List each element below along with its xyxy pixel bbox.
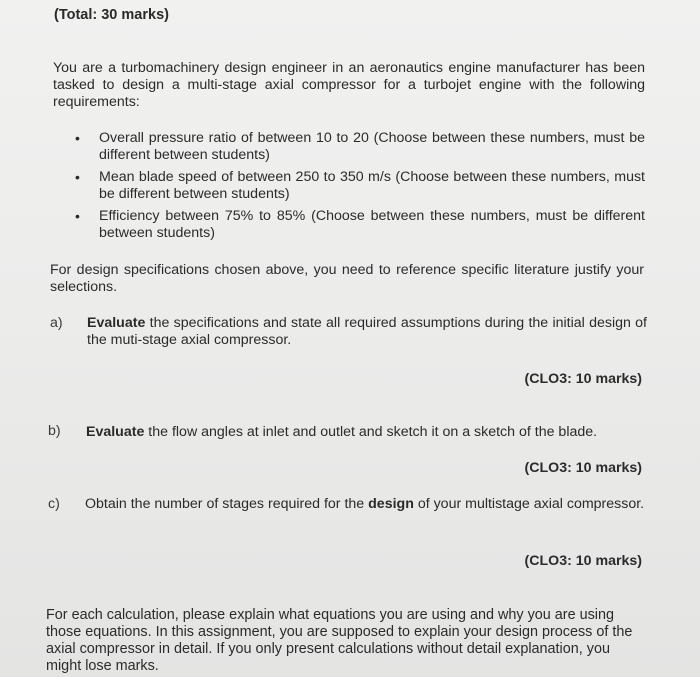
bullet-icon: • (75, 169, 80, 185)
intro-paragraph: You are a turbomachinery design engineer in an aeronautics engine manufacturer has been tasked to design a multi-stage axial compressor for a turbojet engine with the following requirements: (53, 60, 645, 110)
question-c-marks: (CLO3: 10 marks) (524, 553, 642, 569)
requirement-item (75, 169, 645, 203)
requirements-list (75, 130, 645, 247)
question-c-bold: design (368, 496, 414, 512)
requirement-text: Mean blade speed of between 250 to 350 m/s (Choose between these numbers, must be different between students) (99, 169, 645, 202)
specification-note: For design specifications chosen above, you need to reference specific literature justify your selections. (50, 262, 644, 295)
question-a-text (87, 315, 647, 349)
requirement-item (75, 130, 645, 164)
question-c-text (85, 496, 645, 513)
requirement-item (75, 208, 645, 242)
question-a-verb: Evaluate (87, 315, 146, 331)
question-a-marks: (CLO3: 10 marks) (524, 371, 642, 387)
requirement-text: Efficiency between 75% to 85% (Choose between these numbers, must be different between students) (99, 208, 645, 241)
question-b-label: b) (48, 423, 61, 439)
question-a-label: a) (50, 315, 63, 331)
total-marks-heading: (Total: 30 marks) (54, 7, 169, 23)
requirement-text: Overall pressure ratio of between 10 to 20 (Choose between these numbers, must be different between students) (99, 130, 645, 163)
question-c-pre: Obtain the number of stages required for the (85, 496, 369, 512)
question-b-marks: (CLO3: 10 marks) (524, 460, 642, 476)
bullet-icon: • (75, 130, 80, 146)
question-c-post: of your multistage axial compressor. (413, 496, 645, 512)
question-b-verb: Evaluate (86, 424, 145, 440)
question-c-label: c) (48, 496, 60, 512)
question-b-body: the flow angles at inlet and outlet and sketch it on a sketch of the blade. (144, 424, 598, 440)
question-a-body: the specifications and state all required assumptions during the initial design of the muti-stage axial compressor. (87, 315, 647, 348)
footer-instructions: For each calculation, please explain what equations you are using and why you are using those equations. In this assignment, you are supposed to explain your design process of the axial compressor in detail. If you only present calculations without detail explanation, you might lose marks. (46, 607, 633, 674)
bullet-icon: • (75, 208, 80, 224)
question-b-text (86, 424, 656, 441)
